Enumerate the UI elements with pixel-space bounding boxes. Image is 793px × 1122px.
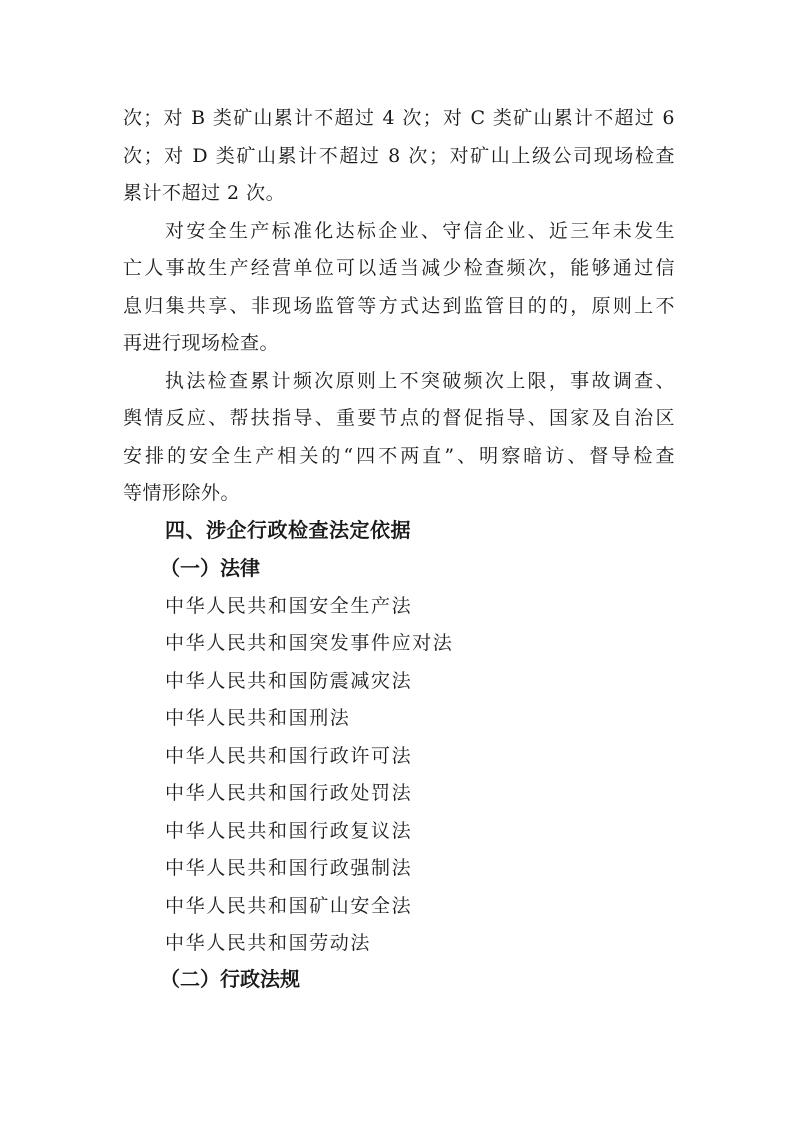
law-item: 中华人民共和国行政强制法 (165, 857, 413, 879)
paragraph-line: 息归集共享、非现场监管等方式达到监管目的的，原则上不 (123, 295, 675, 317)
paragraph-line: 次；对 B 类矿山累计不超过 4 次；对 C 类矿山累计不超过 6 (123, 107, 675, 129)
section-heading: 四、涉企行政检查法定依据 (165, 518, 411, 542)
paragraph-line: 执法检查累计频次原则上不突破频次上限，事故调查、 (165, 370, 675, 392)
law-item: 中华人民共和国突发事件应对法 (165, 632, 454, 654)
paragraph-line: 亡人事故生产经营单位可以适当减少检查频次，能够通过信 (123, 257, 675, 279)
law-item: 中华人民共和国防震减灾法 (165, 670, 413, 692)
law-item: 中华人民共和国刑法 (165, 707, 351, 729)
law-item: 中华人民共和国劳动法 (165, 932, 372, 954)
law-item: 中华人民共和国矿山安全法 (165, 895, 413, 917)
paragraph-line: 等情形除外。 (123, 482, 241, 504)
subsection-heading-regulations: （二）行政法规 (160, 967, 300, 991)
paragraph-line: 对安全生产标准化达标企业、守信企业、近三年未发生 (165, 220, 675, 242)
paragraph-line: 舆情反应、帮扶指导、重要节点的督促指导、国家及自治区 (123, 407, 675, 429)
paragraph-line: 安排的安全生产相关的“四不两直”、明察暗访、督导检查 (123, 445, 675, 467)
paragraph-line: 再进行现场检查。 (123, 332, 280, 354)
law-item: 中华人民共和国行政复议法 (165, 820, 413, 842)
law-item: 中华人民共和国行政许可法 (165, 745, 413, 767)
paragraph-line: 累计不超过 2 次。 (123, 182, 286, 204)
law-item: 中华人民共和国安全生产法 (165, 595, 413, 617)
law-item: 中华人民共和国行政处罚法 (165, 782, 413, 804)
paragraph-line: 次；对 D 类矿山累计不超过 8 次；对矿山上级公司现场检查 (123, 145, 675, 167)
subsection-heading-laws: （一）法律 (160, 556, 260, 580)
